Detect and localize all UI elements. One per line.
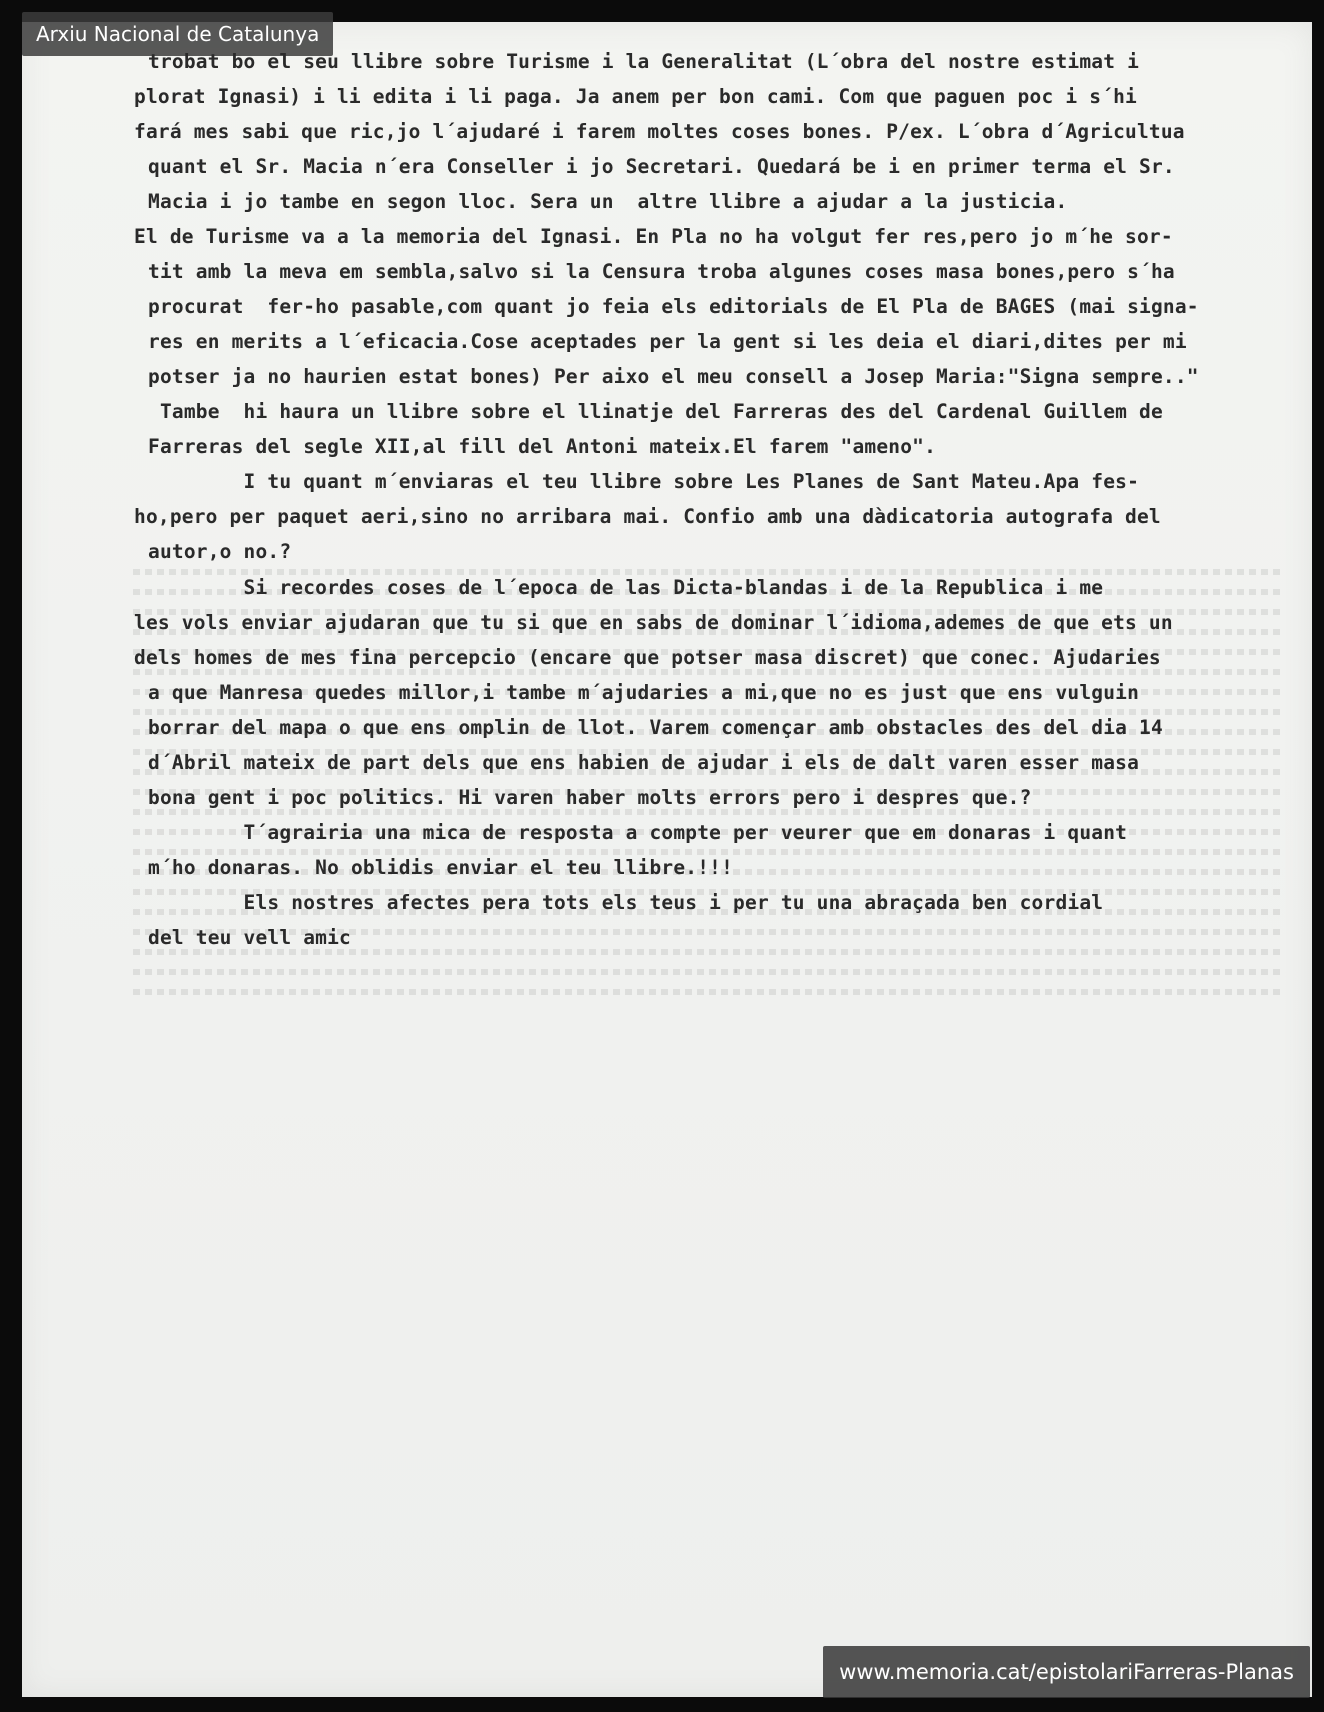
- letter-line: del teu vell amic: [148, 926, 351, 949]
- letter-line: a que Manresa quedes millor,i tambe m´ajudaries a mi,que no es just que ens vulguin: [148, 681, 1140, 704]
- source-url-label: www.memoria.cat/epistolariFarreras-Planas: [823, 1646, 1310, 1698]
- letter-line: m´ho donaras. No oblidis enviar el teu llibre.!!!: [148, 856, 734, 879]
- letter-line: fará mes sabi que ric,jo l´ajudaré i farem moltes coses bones. P/ex. L´obra d´Agricultua: [134, 120, 1185, 143]
- letter-line: autor,o no.?: [148, 540, 292, 563]
- letter-line: plorat Ignasi) i li edita i li paga. Ja anem per bon cami. Com que paguen poc i s´hi: [134, 85, 1137, 108]
- letter-line: Macia i jo tambe en segon lloc. Sera un altre llibre a ajudar a la justicia.: [148, 190, 1068, 213]
- letter-line: Els nostres afectes pera tots els teus i per tu una abraçada ben cordial: [148, 891, 1104, 914]
- letter-line: I tu quant m´enviaras el teu llibre sobre Les Planes de Sant Mateu.Apa fes-: [148, 470, 1140, 493]
- letter-line: T´agrairia una mica de resposta a compte per veurer que em donaras i quant: [148, 821, 1128, 844]
- letter-line: trobat bo el seu llibre sobre Turisme i la Generalitat (L´obra del nostre estimat i: [148, 50, 1140, 73]
- letter-line: bona gent i poc politics. Hi varen haber molts errors pero i despres que.?: [148, 786, 1032, 809]
- letter-line: procurat fer-ho pasable,com quant jo feia els editorials de El Pla de BAGES (mai signa-: [148, 295, 1199, 318]
- letter-line: Tambe hi haura un llibre sobre el llinatje del Farreras des del Cardenal Guillem de: [148, 400, 1163, 423]
- letter-line: tit amb la meva em sembla,salvo si la Censura troba algunes coses masa bones,pero s´ha: [148, 260, 1175, 283]
- letter-line: potser ja no haurien estat bones) Per aixo el meu consell a Josep Maria:"Signa sempre..": [148, 365, 1199, 388]
- letter-line: El de Turisme va a la memoria del Ignasi. En Pla no ha volgut fer res,pero jo m´he sor-: [134, 225, 1173, 248]
- archive-label: Arxiu Nacional de Catalunya: [22, 12, 333, 56]
- letter-line: d´Abril mateix de part dels que ens habien de ajudar i els de dalt varen esser masa: [148, 751, 1140, 774]
- letter-line: borrar del mapa o que ens omplin de llot. Varem començar amb obstacles des del dia 14: [148, 716, 1163, 739]
- letter-line: Si recordes coses de l´epoca de las Dicta-blandas i de la Republica i me: [148, 576, 1104, 599]
- letter-line: res en merits a l´eficacia.Cose aceptades per la gent si les deia el diari,dites per mi: [148, 330, 1187, 353]
- letter-line: dels homes de mes fina percepcio (encare que potser masa discret) que conec. Ajudaries: [134, 646, 1161, 669]
- letter-line: ho,pero per paquet aeri,sino no arribara mai. Confio amb una dàdicatoria autografa del: [134, 505, 1161, 528]
- letter-line: Farreras del segle XII,al fill del Antoni mateix.El farem "ameno".: [148, 435, 937, 458]
- letter-line: les vols enviar ajudaran que tu si que en sabs de dominar l´idioma,ademes de que ets un: [134, 611, 1173, 634]
- letter-line: quant el Sr. Macia n´era Conseller i jo Secretari. Quedará be i en primer terma el Sr.: [148, 155, 1175, 178]
